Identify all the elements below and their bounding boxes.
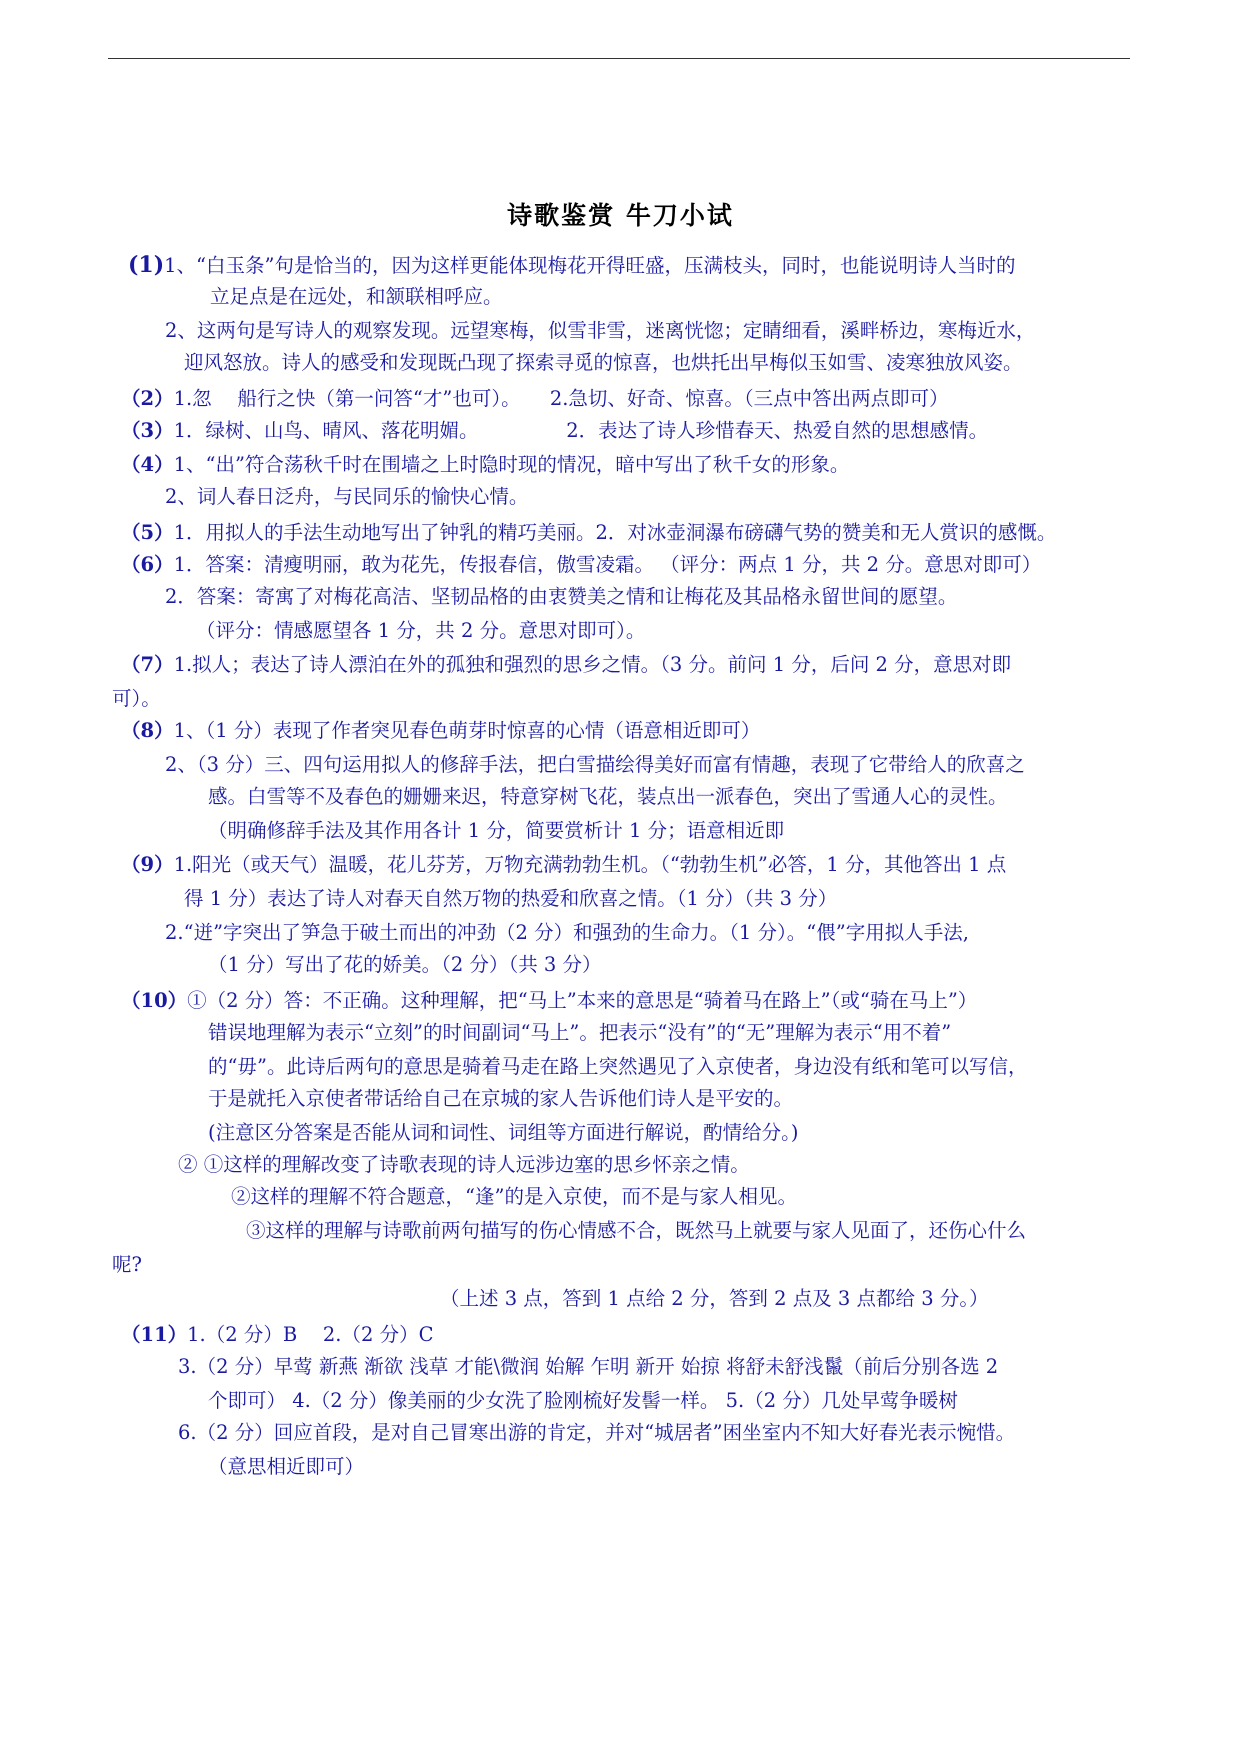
answer-text: 呢?: [112, 1253, 142, 1276]
answer-line: [440, 1289, 989, 1309]
item-number: （11）: [121, 1323, 188, 1346]
item-number: （4）: [121, 453, 174, 476]
answer-line: [208, 787, 1008, 807]
answer-text: 1.阳光（或天气）温暖，花儿芬芳，万物充满勃勃生机。（“勃勃生机”必答，1 分，其他答出 1 点: [173, 853, 1007, 876]
answer-item: [121, 455, 849, 475]
answer-line: [165, 587, 957, 607]
answer-text: ③这样的理解与诗歌前两句描写的伤心情感不合，既然马上就要与家人见面了，还伤心什么: [246, 1219, 1027, 1242]
answer-text: ② ①这样的理解改变了诗歌表现的诗人远涉边塞的思乡怀亲之情。: [178, 1153, 750, 1176]
answer-line: [208, 1057, 1027, 1077]
answer-line: [178, 1357, 998, 1377]
item-number: （5）: [121, 521, 174, 544]
answer-item: [121, 655, 1011, 675]
answer-text: ①（2 分）答：不正确。这种理解，把“马上”本来的意思是“骑着马在路上”（或“骑在马上”）: [187, 989, 978, 1012]
answer-text: （上述 3 点，答到 1 点给 2 分，答到 2 点及 3 点都给 3 分。）: [440, 1287, 989, 1310]
item-number: （10）: [121, 989, 188, 1012]
item-number: （7）: [121, 653, 174, 676]
answer-text: （明确修辞手法及其作用各计 1 分，简要赏析计 1 分；语意相近即: [208, 819, 785, 842]
answer-line: [184, 353, 1023, 373]
answer-text: 感。白雪等不及春色的姗姗来迟，特意穿树飞花，装点出一派春色，突出了雪通人心的灵性。: [208, 785, 1008, 808]
answer-item: [121, 389, 949, 409]
answer-line: [208, 1089, 793, 1109]
answer-line: [246, 1221, 1026, 1241]
answer-line: [178, 1155, 750, 1175]
answer-line: [208, 955, 602, 975]
answer-text: (注意区分答案是否能从词和词性、词组等方面进行解说，酌情给分。): [208, 1121, 799, 1144]
answer-item: [121, 855, 1006, 875]
answer-line: [196, 621, 645, 641]
answer-text: 错误地理解为表示“立刻”的时间副词“马上”。把表示“没有”的“无”理解为表示“用不着”: [208, 1021, 952, 1044]
answer-item: [121, 721, 760, 741]
answer-text: 1、“白玉条”句是恰当的，因为这样更能体现梅花开得旺盛，压满枝头，同时，也能说明诗人当时的: [164, 254, 1016, 277]
answer-item: [121, 991, 977, 1011]
item-number: （2）: [121, 387, 174, 410]
answer-text: 1.忽 船行之快（第一问答“才”也可）。 2.急切、好奇、惊喜。（三点中答出两点即可）: [173, 387, 949, 410]
answer-text: 1、（1 分）表现了作者突见春色萌芽时惊喜的心情（语意相近即可）: [173, 719, 761, 742]
answer-line: [178, 1423, 1015, 1443]
answer-item: [121, 523, 1056, 543]
answer-line: [184, 889, 837, 909]
answer-text: 6.（2 分）回应首段，是对自己冒寒出游的肯定，并对“城居者”困坐室内不知大好春光表示惋惜。: [178, 1421, 1016, 1444]
answer-line: [165, 755, 1025, 775]
answer-text: 1．答案：清瘦明丽，敢为花先，传报春信，傲雪凌霜。 （评分：两点 1 分，共 2 分。意思对即可）: [173, 553, 1042, 576]
answer-text: （意思相近即可）: [208, 1455, 365, 1478]
answer-text: 1．绿树、山鸟、晴风、落花明媚。 2．表达了诗人珍惜春天、热爱自然的思想感情。: [173, 419, 989, 442]
item-number: （3）: [121, 419, 174, 442]
answer-text: 个即可） 4.（2 分）像美丽的少女洗了脸刚梳好发髻一样。 5.（2 分）几处早莺争暖树: [208, 1389, 958, 1412]
answer-text: 1．用拟人的手法生动地写出了钟乳的精巧美丽。2．对冰壶洞瀑布磅礴气势的赞美和无人赏识的感慨。: [173, 521, 1057, 544]
answer-text: 可）。: [112, 687, 161, 710]
answer-text: 1.（2 分）B 2.（2 分）C: [187, 1323, 434, 1346]
page-title: 诗歌鉴赏 牛刀小试: [507, 201, 734, 230]
answer-line: [112, 1255, 142, 1275]
answer-line: [112, 689, 161, 709]
item-number: (1): [128, 252, 165, 278]
answer-item: [121, 1325, 434, 1345]
item-number: （9）: [121, 853, 174, 876]
answer-line: [231, 1187, 797, 1207]
answer-text: 1、“出”符合荡秋千时在围墙之上时隐时现的情况，暗中写出了秋千女的形象。: [173, 453, 850, 476]
answer-line: [208, 821, 784, 841]
answer-text: 立足点是在远处，和颔联相呼应。: [210, 285, 503, 308]
header-rule: [108, 58, 1130, 59]
answer-line: [210, 287, 503, 307]
answer-text: 的“毋”。此诗后两句的意思是骑着马走在路上突然遇见了入京使者，身边没有纸和笔可以写信，: [208, 1055, 1028, 1078]
item-number: （6）: [121, 553, 174, 576]
answer-text: 2、（3 分）三、四句运用拟人的修辞手法，把白雪描绘得美好而富有情趣，表现了它带给人的欣喜之: [165, 753, 1025, 776]
answer-line: [165, 923, 969, 943]
answer-text: 2、这两句是写诗人的观察发现。远望寒梅，似雪非雪，迷离恍惚；定睛细看，溪畔桥边，寒梅近水，: [165, 319, 1036, 342]
answer-line: [208, 1391, 958, 1411]
answer-item: [128, 254, 1016, 276]
answer-text: 得 1 分）表达了诗人对春天自然万物的热爱和欣喜之情。（1 分）（共 3 分）: [184, 887, 838, 910]
answer-item: [121, 555, 1041, 575]
answer-text: 于是就托入京使者带话给自己在京城的家人告诉他们诗人是平安的。: [208, 1087, 794, 1110]
answer-line: [208, 1457, 364, 1477]
answer-text: 1.拟人；表达了诗人漂泊在外的孤独和强烈的思乡之情。（3 分。前问 1 分，后问 2 分，意思对即: [173, 653, 1012, 676]
answer-text: （1 分）写出了花的娇美。（2 分）（共 3 分）: [208, 953, 602, 976]
answer-text: 2、词人春日泛舟，与民同乐的愉快心情。: [165, 485, 529, 508]
answer-text: 2．答案：寄寓了对梅花高洁、坚韧品格的由衷赞美之情和让梅花及其品格永留世间的愿望。: [165, 585, 958, 608]
answer-line: [165, 321, 1035, 341]
item-number: （8）: [121, 719, 174, 742]
answer-text: （评分：情感愿望各 1 分，共 2 分。意思对即可）。: [196, 619, 646, 642]
answer-item: [121, 421, 988, 441]
answer-line: [165, 487, 528, 507]
answer-text: 2.“迸”字突出了笋急于破土而出的冲劲（2 分）和强劲的生命力。（1 分）。“偎”字用拟人手法,: [165, 921, 969, 944]
answer-line: [208, 1123, 798, 1143]
answer-text: 3.（2 分）早莺 新燕 渐欲 浅草 才能\微润 始解 乍明 新开 始掠 将舒未舒浅鬣（前后分别各选 2: [178, 1355, 999, 1378]
answer-line: [208, 1023, 951, 1043]
answer-text: 迎风怒放。诗人的感受和发现既凸现了探索寻觅的惊喜，也烘托出早梅似玉如雪、凌寒独放风姿。: [184, 351, 1023, 374]
answer-text: ②这样的理解不符合题意，“逢”的是入京使，而不是与家人相见。: [231, 1185, 797, 1208]
